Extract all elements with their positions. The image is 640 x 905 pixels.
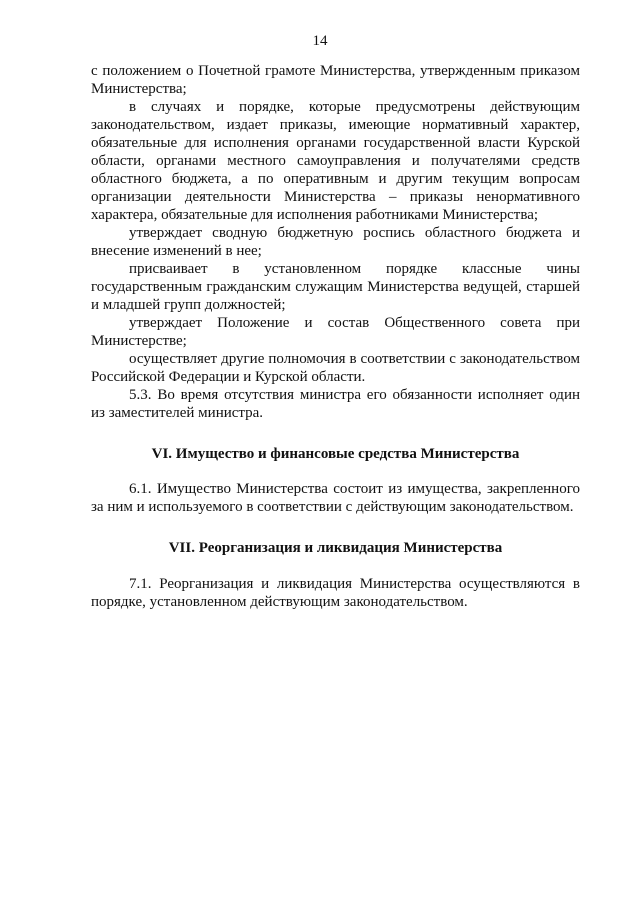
paragraph-7-1: 7.1. Реорганизация и ликвидация Министерства осуществляются в порядке, установленном действующим законодательством. bbox=[91, 576, 580, 610]
paragraph-other-powers: осуществляет другие полномочия в соответствии с законодательством Российской Федерации и Курской области. bbox=[91, 351, 580, 385]
paragraph-5-3: 5.3. Во время отсутствия министра его обязанности исполняет один из заместителей министра. bbox=[91, 387, 580, 421]
section-6-heading: VI. Имущество и финансовые средства Министерства bbox=[151, 446, 520, 462]
paragraph-award-regulation: с положением о Почетной грамоте Министерства, утвержденным приказом Министерства; bbox=[91, 63, 580, 97]
paragraph-public-council: утверждает Положение и состав Общественного совета при Министерстве; bbox=[91, 315, 580, 349]
page-number: 14 bbox=[312, 33, 328, 49]
document-body bbox=[91, 62, 580, 611]
paragraph-budget-schedule: утверждает сводную бюджетную роспись областного бюджета и внесение изменений в нее; bbox=[91, 225, 580, 259]
paragraph-6-1: 6.1. Имущество Министерства состоит из имущества, закрепленного за ним и используемого в соответствии с действующим законодательством. bbox=[91, 481, 580, 515]
paragraph-orders: в случаях и порядке, которые предусмотрены действующим законодательством, издает приказы, имеющие нормативный характер, обязательные для исполнения органами государственной власти Курской области, органами местного самоуправления и получателями средств областного бюджета, а по оперативным и другим текущим вопросам организации деятельности Министерства – приказы ненормативного характера, обязательные для исполнения работниками Министерства; bbox=[91, 99, 580, 223]
paragraph-class-ranks: присваивает в установленном порядке классные чины государственным гражданским служащим Министерства ведущей, старшей и младшей групп должностей; bbox=[91, 261, 580, 313]
section-7-heading: VII. Реорганизация и ликвидация Министерства bbox=[168, 540, 503, 556]
